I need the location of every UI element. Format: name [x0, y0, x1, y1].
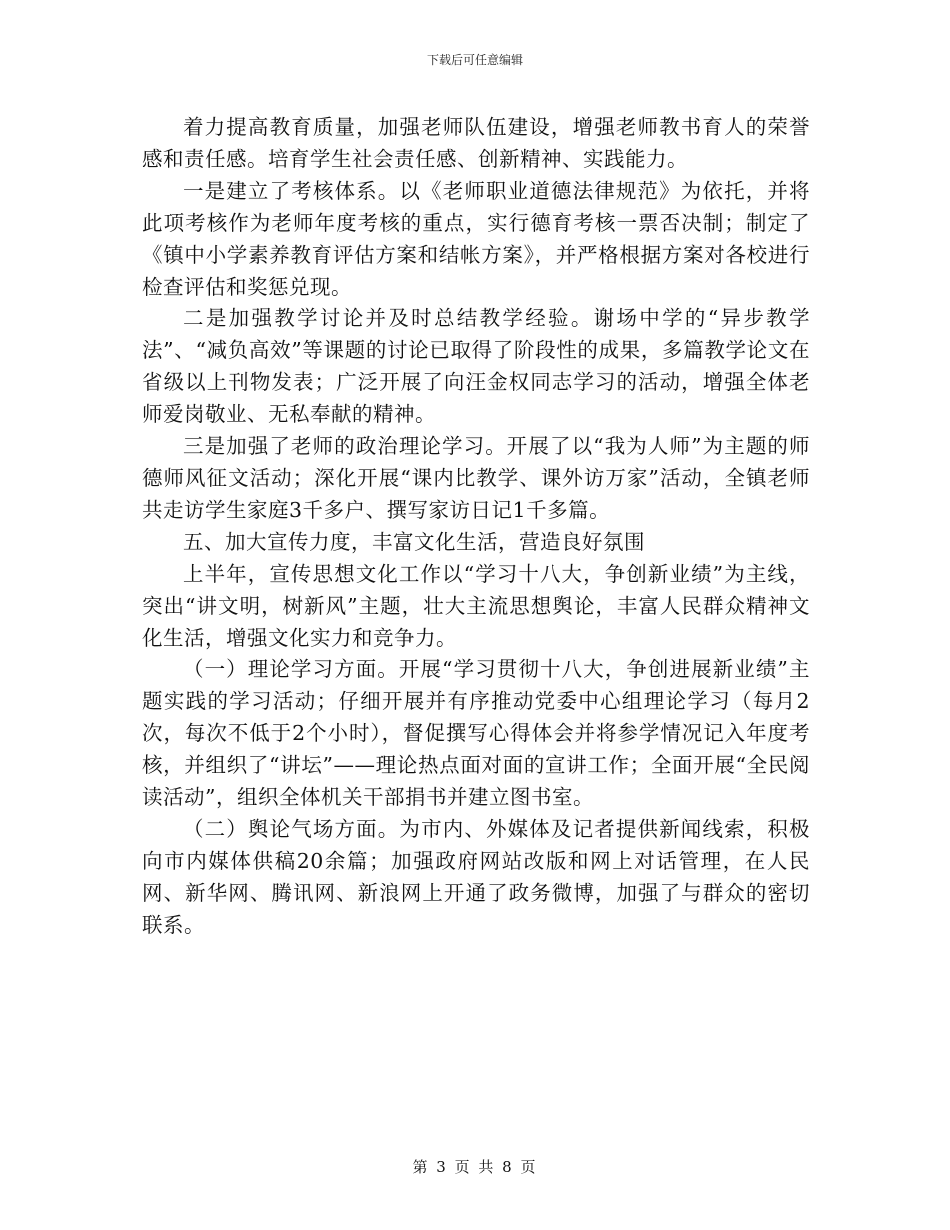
- paragraph-theory-study: （一）理论学习方面。开展“学习贯彻十八大，争创进展新业绩”主题实践的学习活动；仔细开展并有序推动党委中心组理论学习（每月2次，每次不低于2个小时），督促撰写心得体会并将参学情况记入年度考核，并组织了“讲坛”——理论热点面对面的宣讲工作；全面开展“全民阅读活动”，组织全体机关干部捐书并建立图书室。: [142, 657, 810, 810]
- paragraph-education-quality: 着力提高教育质量，加强老师队伍建设，增强老师教书育人的荣誉感和责任感。培育学生社会责任感、创新精神、实践能力。: [142, 115, 810, 171]
- document-body: [142, 112, 810, 942]
- page-header-note: 下载后可任意编辑: [426, 53, 523, 67]
- page-footer-page-number: 第 3 页 共 8 页: [412, 1158, 538, 1176]
- section-heading-publicity: 五、加大宣传力度，丰富文化生活，营造良好氛围: [183, 529, 645, 554]
- paragraph-publicity-overview: 上半年，宣传思想文化工作以“学习十八大，争创新业绩”为主线，突出“讲文明，树新风”主题，壮大主流思想舆论，丰富人民群众精神文化生活，增强文化实力和竞争力。: [142, 561, 810, 650]
- paragraph-teaching-research: 二是加强教学讨论并及时总结教学经验。谢场中学的“异步教学法”、“减负高效”等课题的讨论已取得了阶段性的成果，多篇教学论文在省级以上刊物发表；广泛开展了向汪金权同志学习的活动，增强全体老师爱岗敬业、无私奉献的精神。: [142, 306, 810, 427]
- paragraph-public-opinion: （二）舆论气场方面。为市内、外媒体及记者提供新闻线索，积极向市内媒体供稿20余篇；加强政府网站改版和网上对话管理，在人民网、新华网、腾讯网、新浪网上开通了政务微博，加强了与群众的密切联系。: [142, 816, 810, 937]
- paragraph-political-study: 三是加强了老师的政治理论学习。开展了以“我为人师”为主题的师德师风征文活动；深化开展“课内比教学、课外访万家”活动，全镇老师共走访学生家庭3千多户、撰写家访日记1千多篇。: [142, 434, 810, 522]
- paragraph-assessment-system: 一是建立了考核体系。以《老师职业道德法律规范》为依托，并将此项考核作为老师年度考核的重点，实行德育考核一票否决制；制定了《镇中小学素养教育评估方案和结帐方案》，并严格根据方案对各校进行检查评估和奖惩兑现。: [142, 178, 810, 299]
